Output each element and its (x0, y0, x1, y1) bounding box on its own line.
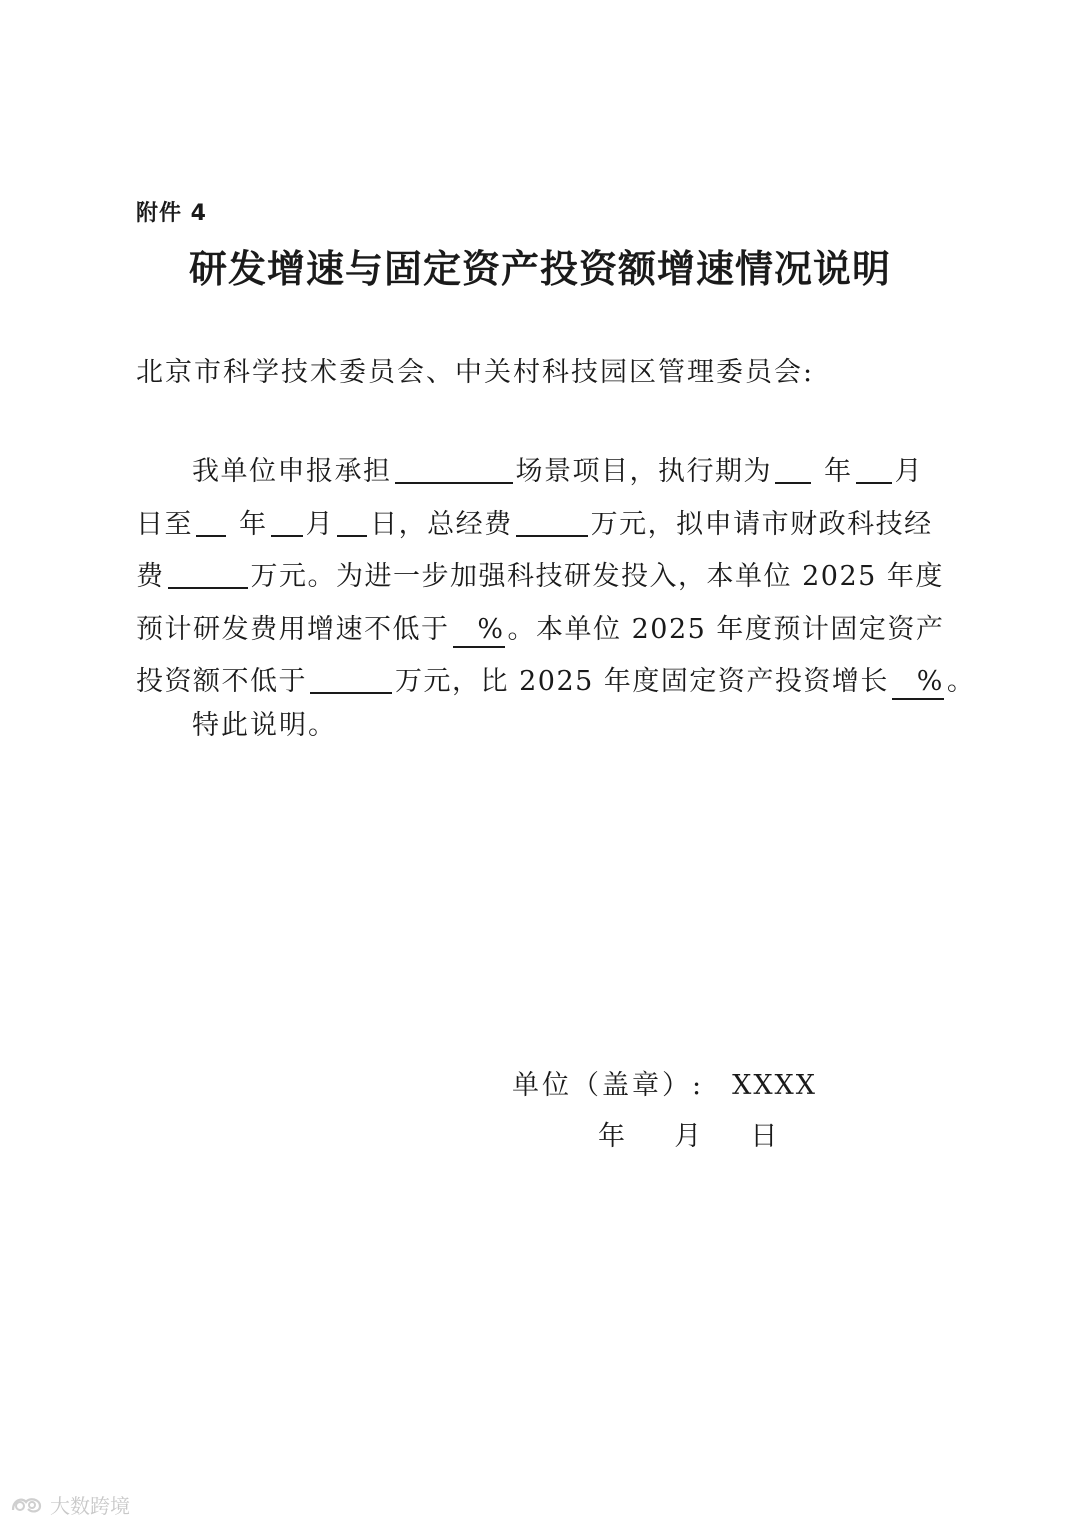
watermark-text: 大数跨境 (50, 1494, 130, 1518)
body-line-3 (136, 551, 944, 604)
body-text-segment: 我单位申报承担 (192, 456, 392, 487)
body-line-5 (136, 656, 976, 709)
body-text-segment: 万元。为进一步加强科技研发投入，本单位 2025 年度 (250, 561, 944, 592)
start-day-blank (196, 505, 226, 537)
body-text-segment: 。 (946, 666, 976, 697)
total-budget-blank (516, 505, 588, 537)
body-line-4 (136, 604, 945, 657)
addressee: 北京市科学技术委员会、中关村科技园区管理委员会: (136, 357, 815, 388)
body-text-segment: 年 (239, 508, 268, 540)
date-year-label: 年 (598, 1121, 625, 1152)
unit-seal-label: 单位（盖章）: (512, 1070, 705, 1101)
body-paragraph (136, 446, 976, 709)
percent-sign: % (916, 666, 944, 697)
start-month-blank (856, 452, 892, 484)
date-day-label: 日 (750, 1121, 778, 1152)
project-name-blank (395, 452, 513, 484)
body-text-segment: 月 (305, 508, 335, 540)
watermark (10, 1490, 130, 1519)
body-text-segment: 预计研发费用增速不低于 (136, 613, 450, 645)
body-line-2 (136, 499, 936, 552)
closing-statement: 特此说明。 (192, 710, 337, 741)
fiscal-funding-blank (168, 557, 248, 589)
body-text-segment: 投资额不低于 (136, 666, 307, 697)
end-month-blank (337, 505, 367, 537)
body-line-1 (136, 446, 936, 499)
fixed-asset-growth-blank (892, 666, 944, 700)
body-text-segment: 日至 (136, 508, 193, 540)
date-month-label: 月 (674, 1121, 702, 1152)
body-text-segment: 费 (136, 561, 165, 592)
document-title: 研发增速与固定资产投资额增速情况说明 (188, 246, 891, 291)
body-text-segment: 日，总经费 (370, 508, 513, 540)
body-text-segment: 年 (824, 456, 853, 487)
body-text-segment: 。本单位 2025 年度预计固定资产 (507, 613, 945, 645)
fixed-asset-amount-blank (310, 662, 392, 694)
body-text-segment: 万元，比 2025 年度固定资产投资增长 (395, 666, 889, 697)
end-year-blank (271, 505, 303, 537)
rd-growth-blank (453, 614, 505, 648)
body-text-segment: 场景项目，执行期为 (515, 456, 772, 487)
start-year-blank (775, 452, 811, 484)
unit-name-value: XXXX (732, 1070, 817, 1101)
signature-unit (512, 1063, 817, 1102)
signature-date (598, 1114, 777, 1153)
attachment-label: 附件 4 (136, 201, 207, 226)
brand-logo-icon (10, 1494, 44, 1516)
body-text-segment: 月 (894, 456, 924, 487)
body-text-segment: 万元，拟申请市财政科技经 (590, 508, 933, 540)
percent-sign: % (477, 613, 505, 645)
